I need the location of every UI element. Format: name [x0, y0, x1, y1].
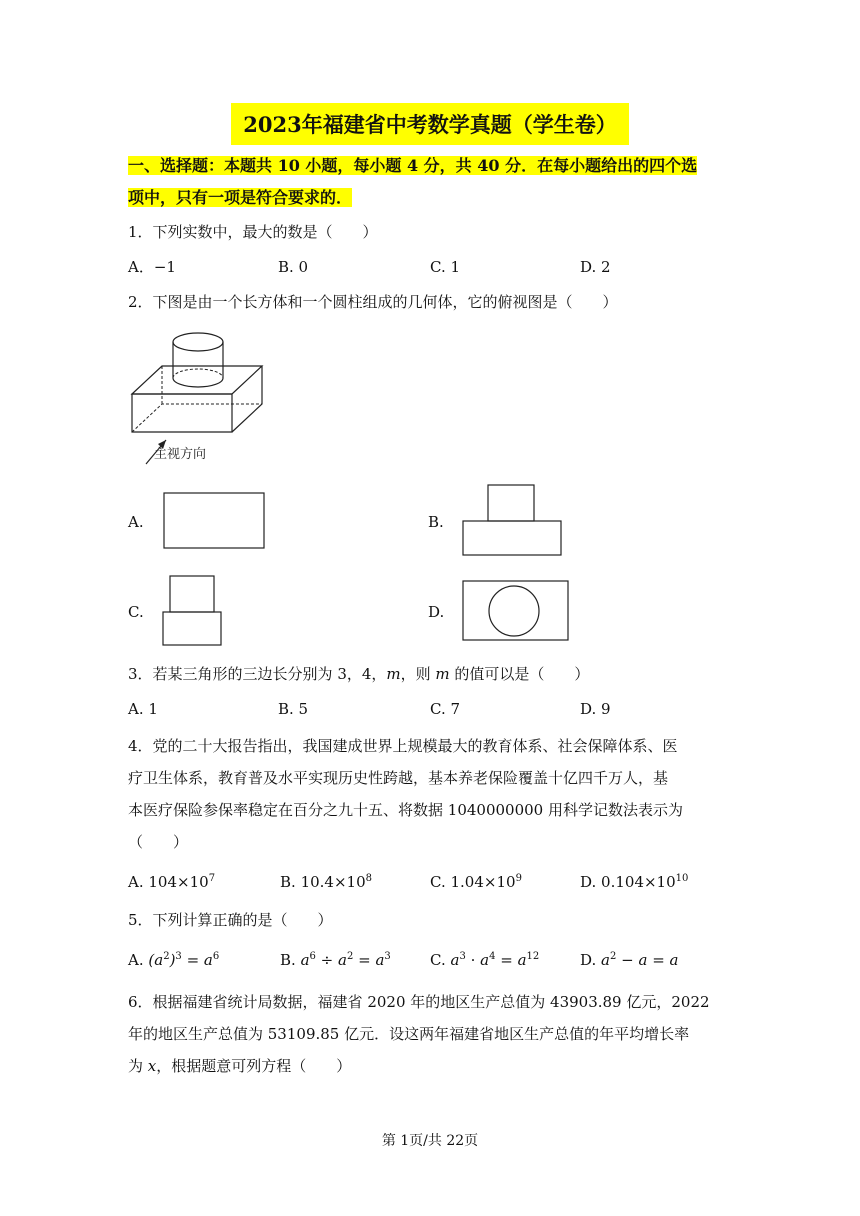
q3-option-c: C. 7	[430, 700, 461, 718]
q5-option-a: A. $(a^2)^3 = a^6$	[128, 951, 220, 969]
cuboid-top-face	[132, 366, 262, 394]
cylinder-base-back	[173, 369, 223, 378]
section-heading: 一、选择题：本题共 10 小题，每小题 4 分，共 40 分．在每小题给出的四个选 项中，只有一项是符合要求的．	[128, 156, 698, 207]
q2-option-a-label: A.	[128, 513, 144, 531]
q4-option-c: C. $1.04\times 10^9$	[430, 873, 522, 891]
question-3-stem: 3．若某三角形的三边长分别为 3，4，m，则 m 的值可以是（ ）	[128, 665, 590, 683]
q2-option-d-figure	[460, 578, 572, 644]
cylinder-top	[173, 333, 223, 351]
q2-option-b-label: B.	[428, 513, 444, 531]
page-title: 2023年福建省中考数学真题（学生卷）	[0, 103, 860, 145]
view-direction-label: 主视方向	[154, 447, 207, 462]
question-2-stem: 2．下图是由一个长方体和一个圆柱组成的几何体，它的俯视图是（ ）	[128, 293, 618, 311]
q1-option-d: D. 2	[580, 258, 611, 276]
q5-option-c: C. $a^3 \cdot a^4 = a^{12}$	[430, 951, 540, 969]
q2-option-d-label: D.	[428, 603, 445, 621]
q4-option-a: A. $104\times 10^7$	[128, 873, 216, 891]
question-6-stem: 6．根据福建省统计局数据，福建省 2020 年的地区生产总值为 43903.89 亿元，2022 年的地区生产总值为 53109.85 亿元．设这两年福建省地区生产总值的年平均增长率 为 x，根据题意可列方程（ ）	[128, 993, 710, 1075]
cuboid-right-edges	[232, 366, 262, 432]
cuboid-hidden-edges	[132, 404, 262, 432]
q3-option-d: D. 9	[580, 700, 611, 718]
question-5-stem: 5．下列计算正确的是（ ）	[128, 911, 333, 929]
solid-figure	[128, 322, 278, 472]
q5-option-d: D. $a^2 - a = a$	[580, 951, 679, 969]
question-4-stem: 4．党的二十大报告指出，我国建成世界上规模最大的教育体系、社会保障体系、医 疗卫生体系，教育普及水平实现历史性跨越，基本养老保险覆盖十亿四千万人，基 本医疗保险参保率稳定在百分之九十五、将数据 1040000000 用科学记数法表示为 （ ）	[128, 737, 683, 851]
page-footer: 第 1页/共 22页	[381, 1133, 479, 1149]
q1-option-c: C. 1	[430, 258, 461, 276]
q4-option-b: B. $10.4\times 10^8$	[280, 873, 373, 891]
cylinder-base-front	[173, 378, 223, 387]
q2-option-b-figure	[460, 482, 566, 560]
q2-option-c-figure	[160, 573, 224, 649]
cuboid-front-face	[132, 394, 232, 432]
q2-option-a-figure	[160, 490, 270, 552]
question-1-stem: 1．下列实数中，最大的数是（ ）	[128, 223, 378, 241]
q5-option-b: B. $a^6 \div a^2 = a^3$	[280, 951, 391, 969]
q4-option-d: D. $0.104\times 10^{10}$	[580, 873, 689, 891]
q2-option-c-label: C.	[128, 603, 144, 621]
q1-option-a: A．−1	[128, 258, 176, 276]
q3-option-a: A. 1	[128, 700, 158, 718]
q3-option-b: B. 5	[278, 700, 309, 718]
q1-option-b: B. 0	[278, 258, 309, 276]
